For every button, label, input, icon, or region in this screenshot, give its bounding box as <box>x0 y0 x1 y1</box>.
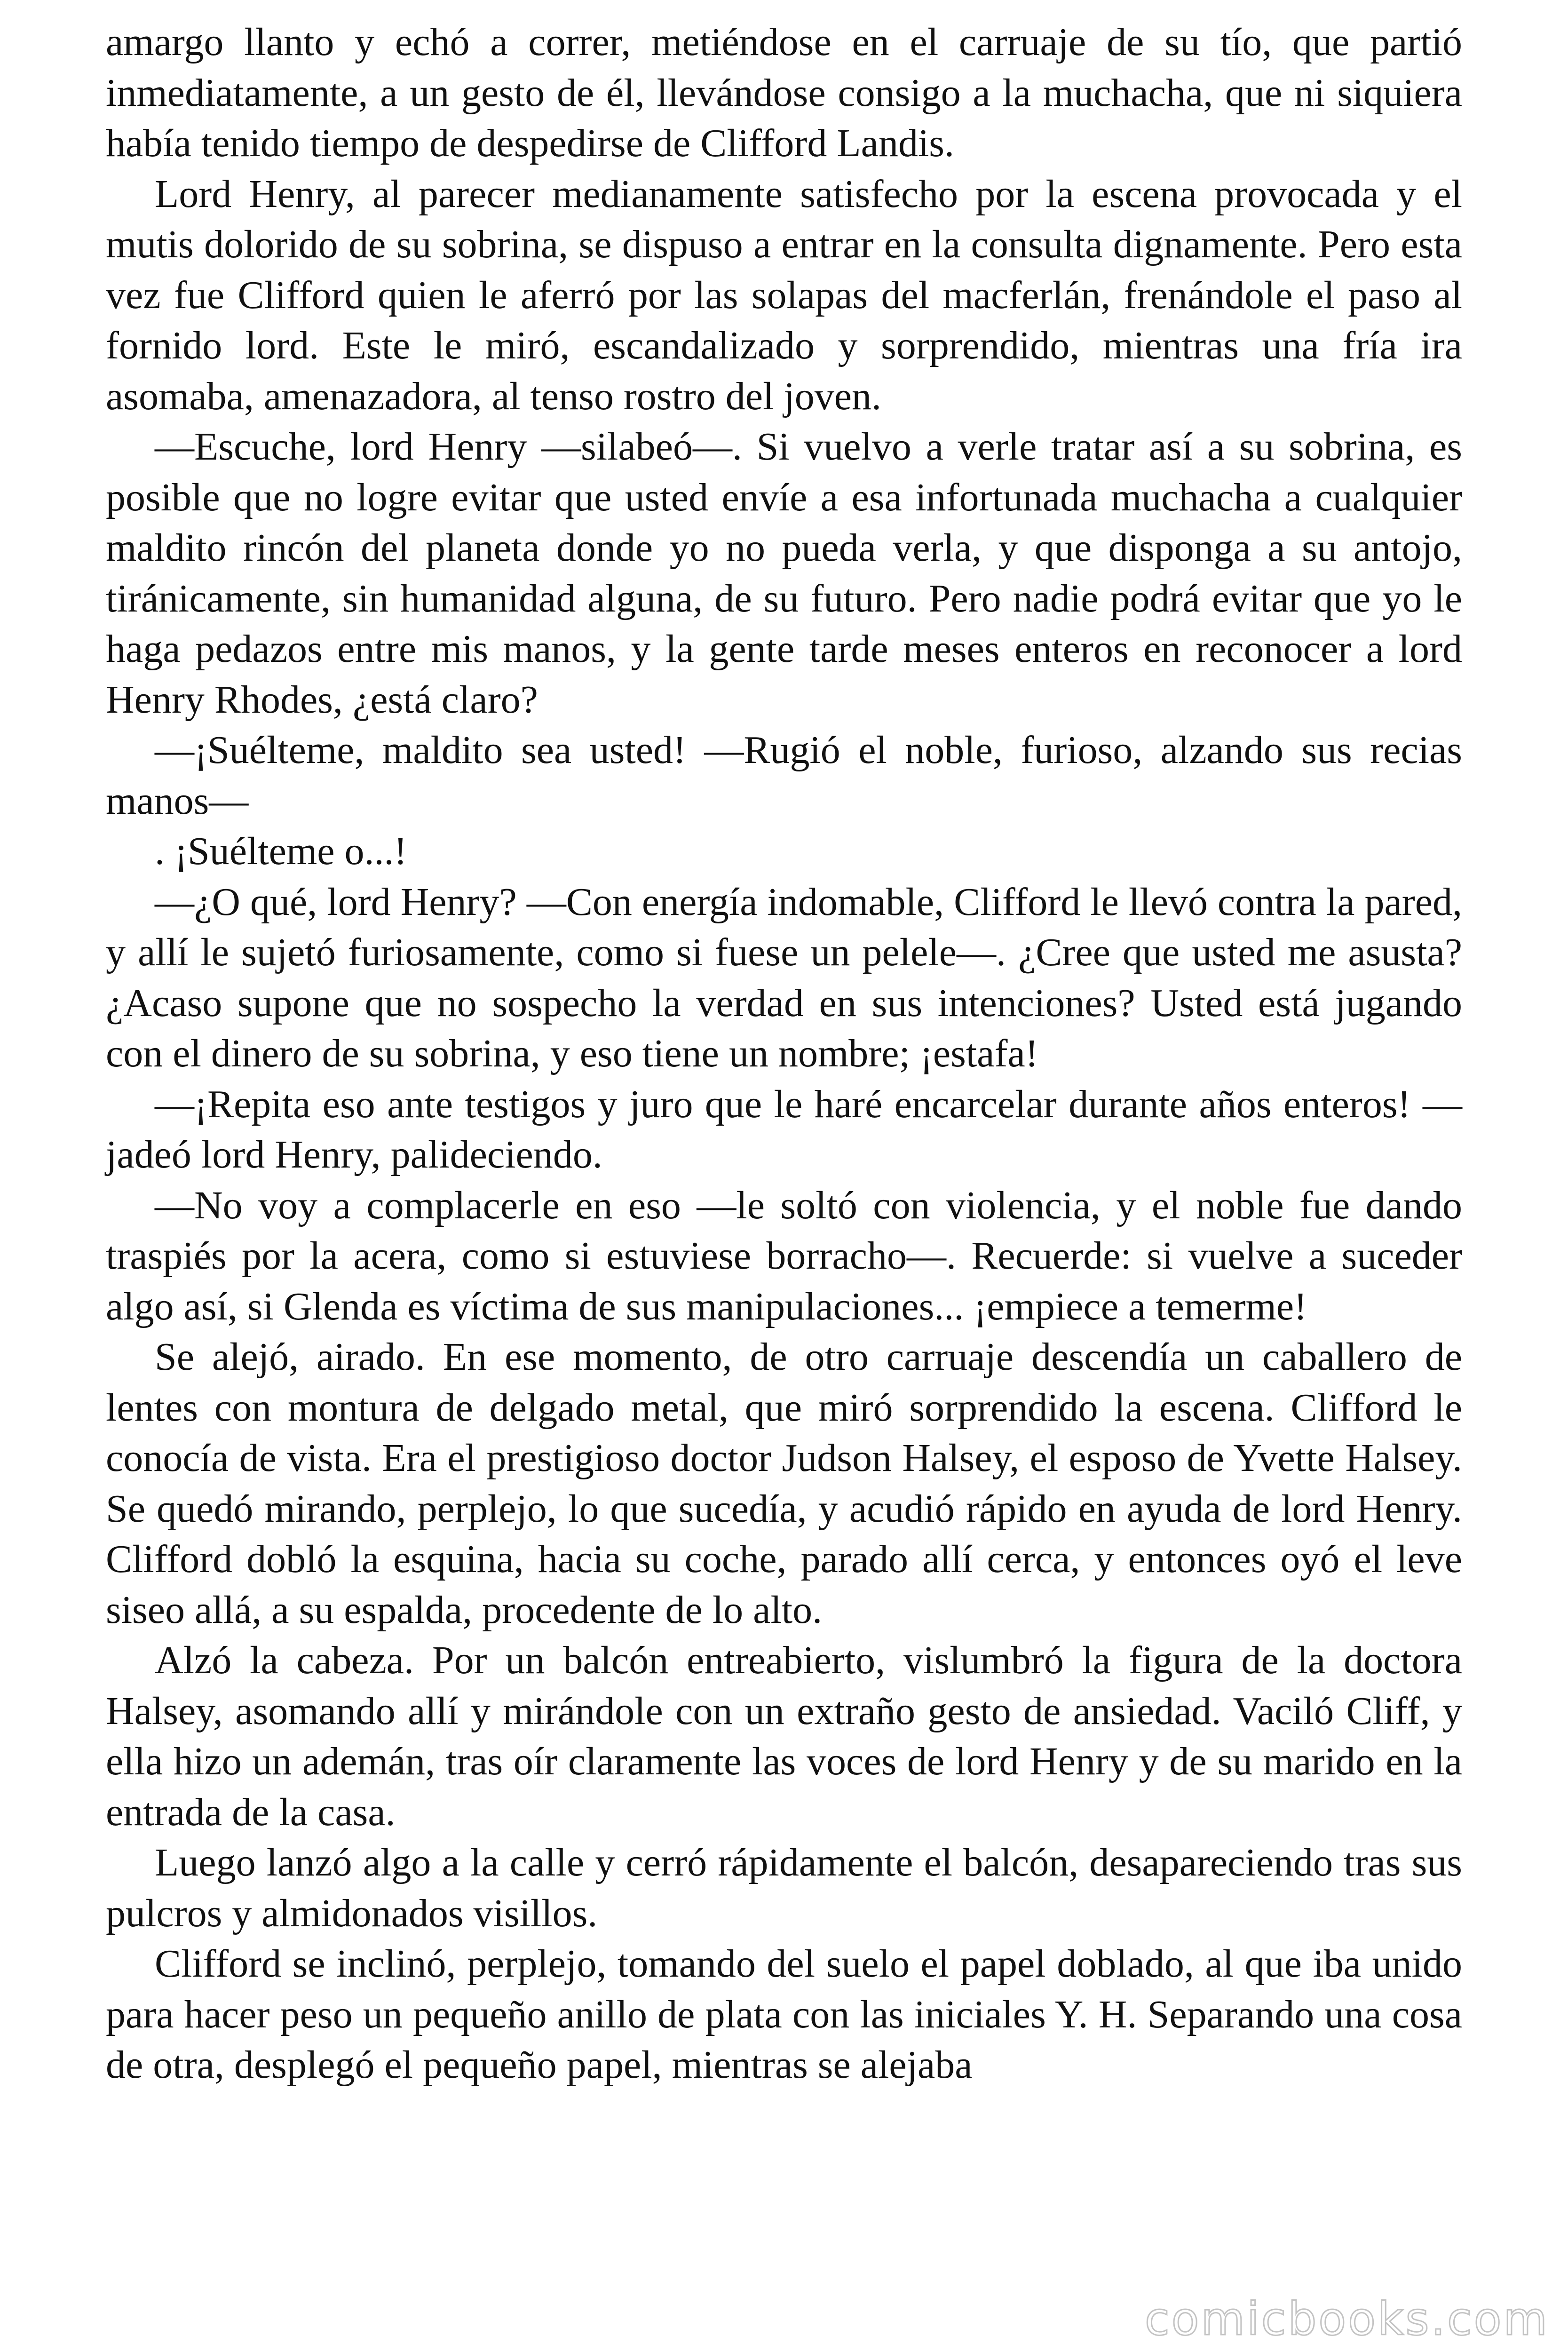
paragraph-1: amargo llanto y echó a correr, metiéndose en el carruaje de su tío, que partió inmediatamente, a un gesto de él, llevándose consigo a la muchacha, que ni siquiera había tenido tiempo de despedirse de Clifford Landis. <box>106 20 1462 165</box>
paragraph-12: Clifford se inclinó, perplejo, tomando del suelo el papel doblado, al que iba unido para hacer peso un pequeño anillo de plata con las iniciales Y. H. Separando una cosa de otra, desplegó el pequeño papel, mientras se alejaba <box>106 1942 1462 2087</box>
paragraph-11: Luego lanzó algo a la calle y cerró rápidamente el balcón, desapareciendo tras sus pulcros y almidonados visillos. <box>106 1841 1462 1935</box>
watermark: comicbooks.com <box>1144 2293 1549 2345</box>
paragraph-4: —¡Suélteme, maldito sea usted! —Rugió el noble, furioso, alzando sus recias manos— <box>106 728 1462 823</box>
paragraph-9: Se alejó, airado. En ese momento, de otro carruaje descendía un caballero de lentes con montura de delgado metal, que miró sorprendido la escena. Clifford le conocía de vista. Era el prestigioso doctor Judson Halsey, el esposo de Yvette Halsey. Se quedó mirando, perplejo, lo que sucedía, y acudió rápido en ayuda de lord Henry. Clifford dobló la esquina, hacia su coche, parado allí cerca, y entonces oyó el leve siseo allá, a su espalda, procedente de lo alto. <box>106 1335 1462 1632</box>
body-text <box>106 17 1462 2090</box>
paragraph-8: —No voy a complacerle en eso —le soltó con violencia, y el noble fue dando traspiés por la acera, como si estuviese borracho—. Recuerde: si vuelve a suceder algo así, si Glenda es víctima de sus manipulaciones... ¡empiece a temerme! <box>106 1183 1462 1328</box>
paragraph-7: —¡Repita eso ante testigos y juro que le haré encarcelar durante años enteros! —jadeó lord Henry, palideciendo. <box>106 1082 1462 1176</box>
paragraph-2: Lord Henry, al parecer medianamente satisfecho por la escena provocada y el mutis dolorido de su sobrina, se dispuso a entrar en la consulta dignamente. Pero esta vez fue Clifford quien le aferró por las solapas del macferlán, frenándole el paso al fornido lord. Este le miró, escandalizado y sorprendido, mientras una fría ira asomaba, amenazadora, al tenso rostro del joven. <box>106 172 1462 418</box>
paragraph-3: —Escuche, lord Henry —silabeó—. Si vuelvo a verle tratar así a su sobrina, es posible que no logre evitar que usted envíe a esa infortunada muchacha a cualquier maldito rincón del planeta donde yo no pueda verla, y que disponga a su antojo, tiránicamente, sin humanidad alguna, de su futuro. Pero nadie podrá evitar que yo le haga pedazos entre mis manos, y la gente tarde meses enteros en reconocer a lord Henry Rhodes, ¿está claro? <box>106 425 1462 722</box>
paragraph-6: —¿O qué, lord Henry? —Con energía indomable, Clifford le llevó contra la pared, y allí le sujetó furiosamente, como si fuese un pelele—. ¿Cree que usted me asusta? ¿Acaso supone que no sospecho la verdad en sus intenciones? Usted está jugando con el dinero de su sobrina, y eso tiene un nombre; ¡estafa! <box>106 880 1462 1075</box>
paragraph-10: Alzó la cabeza. Por un balcón entreabierto, vislumbró la figura de la doctora Halsey, asomando allí y mirándole con un extraño gesto de ansiedad. Vaciló Cliff, y ella hizo un ademán, tras oír claramente las voces de lord Henry y de su marido en la entrada de la casa. <box>106 1638 1462 1834</box>
paragraph-5: . ¡Suélteme o...! <box>155 829 407 873</box>
